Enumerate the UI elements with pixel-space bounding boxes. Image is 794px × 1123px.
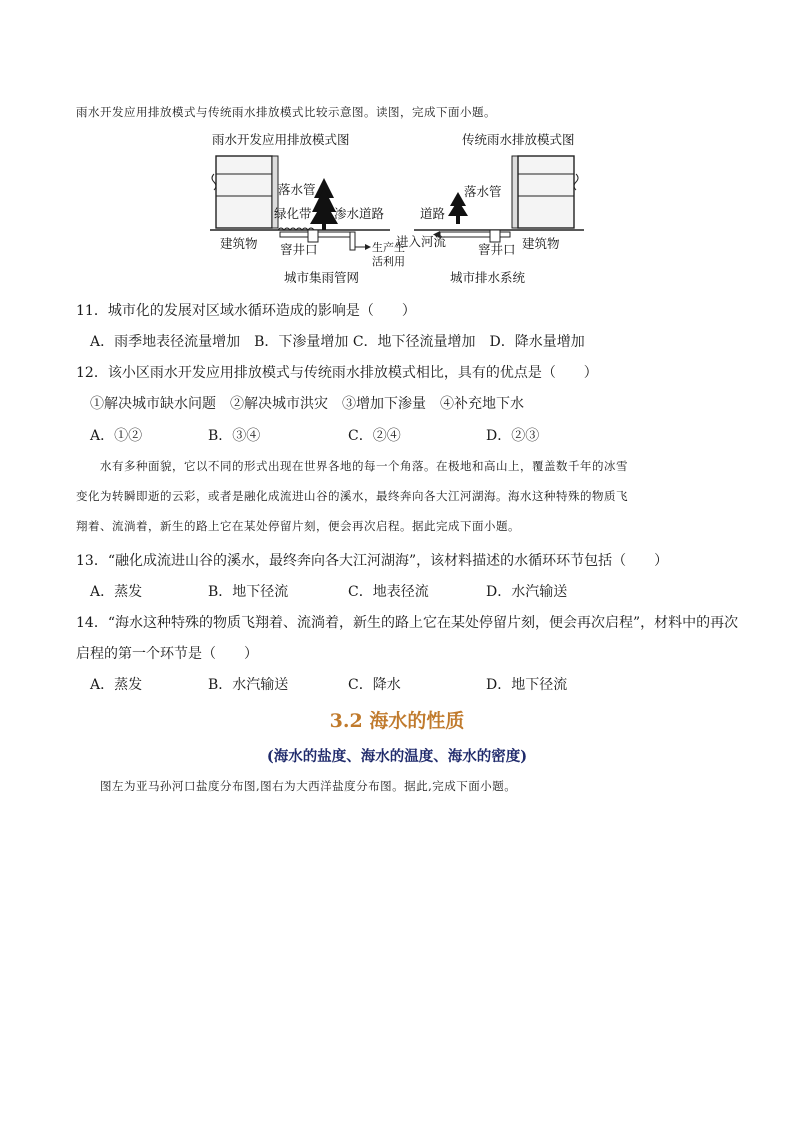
left-manhole-label: 窨井口 (280, 242, 318, 257)
question-13-stem: 13．“融化成流进山谷的溪水，最终奔向各大江河湖海”，该材料描述的水循环环节包括（ ） (76, 553, 669, 569)
left-building (212, 156, 278, 228)
permeable-road-label: 渗水道路 (334, 206, 385, 221)
to-river-label: 进入河流 (396, 234, 447, 249)
left-building-label: 建筑物 (220, 236, 258, 251)
question-12-stem: 12．该小区雨水开发应用排放模式与传统雨水排放模式相比，具有的优点是（ ） (76, 365, 598, 381)
passage-line-2: 变化为转瞬即逝的云彩，或者是融化成流进山谷的溪水，最终奔向各大江河湖海。海水这种特殊的物质飞 (76, 489, 628, 503)
question-11-stem: 11．城市化的发展对区域水循环造成的影响是（ ） (76, 303, 416, 319)
right-manhole-label: 窨井口 (478, 242, 516, 257)
right-building (512, 156, 578, 228)
road-label: 道路 (420, 206, 446, 221)
left-downpipe-label: 落水管 (278, 182, 316, 197)
right-building-label: 建筑物 (522, 236, 560, 251)
right-downpipe-label: 落水管 (464, 184, 502, 199)
intro-text: 雨水开发应用排放模式与传统雨水排放模式比较示意图。读图，完成下面小题。 (76, 105, 496, 119)
rainwater-diagram (200, 126, 610, 294)
question-14-stem-line-2: 启程的第一个环节是（ ） (76, 646, 258, 662)
question-14-option-c: C．降水 (348, 677, 401, 693)
question-14-option-d: D．地下径流 (486, 677, 568, 693)
passage-line-3: 翔着、流淌着，新生的路上它在某处停留片刻，便会再次启程。据此完成下面小题。 (76, 519, 520, 533)
question-13-option-a: A．蒸发 (90, 584, 143, 600)
question-13-option-b: B．地下径流 (208, 584, 289, 600)
question-13-option-c: C．地表径流 (348, 584, 429, 600)
question-13-option-d: D．水汽输送 (486, 584, 568, 600)
left-caption: 城市集雨管网 (284, 270, 360, 285)
usage-label-line2: 活利用 (372, 255, 405, 268)
question-11-options: A．雨季地表径流量增加 B．下渗量增加 C．地下径流量增加 D．降水量增加 (90, 334, 585, 350)
question-14-option-b: B．水汽输送 (208, 677, 289, 693)
left-diagram-title: 雨水开发应用排放模式图 (212, 132, 350, 147)
question-14-option-a: A．蒸发 (90, 677, 143, 693)
section-subtitle: (海水的盐度、海水的温度、海水的密度) (266, 748, 528, 765)
question-14-stem-line-1: 14．“海水这种特殊的物质飞翔着、流淌着，新生的路上它在某处停留片刻，便会再次启程”，材料中的再次 (76, 615, 739, 631)
right-caption: 城市排水系统 (450, 270, 526, 285)
passage-line-1: 水有多种面貌，它以不同的形式出现在世界各地的每一个角落。在极地和高山上，覆盖数千年的冰雪 (100, 459, 628, 473)
question-12-option-d: D．②③ (486, 428, 540, 444)
usage-label-line1: 生产生 (372, 241, 405, 254)
section-title: 3.2 海水的性质 (329, 710, 465, 732)
right-diagram-title: 传统雨水排放模式图 (462, 132, 575, 147)
section-intro: 图左为亚马孙河口盐度分布图,图右为大西洋盐度分布图。据此,完成下面小题。 (100, 779, 517, 793)
question-12-option-c: C．②④ (348, 428, 401, 444)
question-12-items: ①解决城市缺水问题 ②解决城市洪灾 ③增加下渗量 ④补充地下水 (90, 396, 524, 412)
question-12-option-b: B．③④ (208, 428, 261, 444)
greenbelt-label: 绿化带 (274, 206, 312, 221)
question-12-option-a: A．①② (90, 428, 143, 444)
